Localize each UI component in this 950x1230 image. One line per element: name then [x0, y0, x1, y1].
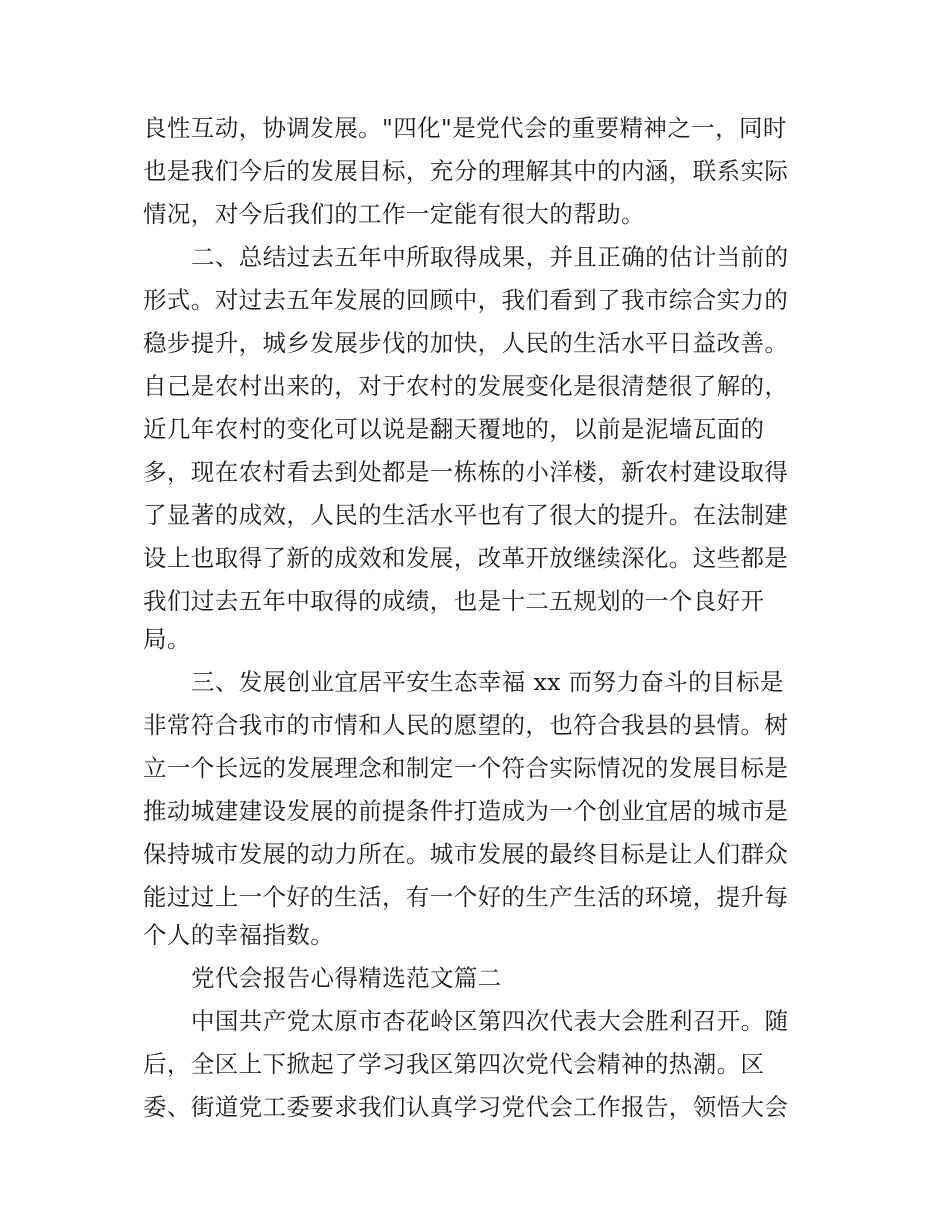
text-line: 委、街道党工委要求我们认真学习党代会工作报告，领悟大会: [143, 1093, 789, 1121]
text-line: 近几年农村的变化可以说是翻天覆地的，以前是泥墙瓦面的: [143, 415, 765, 443]
paragraph-start-line: 中国共产党太原市杏花岭区第四次代表大会胜利召开。随: [191, 1007, 789, 1035]
text-line: 自己是农村出来的，对于农村的发展变化是很清楚很了解的，: [143, 372, 789, 400]
text-line: 了显著的成效，人民的生活水平也有了很大的提升。在法制建: [143, 501, 789, 529]
text-line: 能过过上一个好的生活，有一个好的生产生活的环境，提升每: [143, 883, 789, 911]
text-line: 推动城建建设发展的前提条件打造成为一个创业宜居的城市是: [143, 797, 789, 825]
text-line: 设上也取得了新的成效和发展，改革开放继续深化。这些都是: [143, 544, 789, 572]
section-heading: 党代会报告心得精选范文篇二: [191, 964, 502, 992]
text-line: 多，现在农村看去到处都是一栋栋的小洋楼，新农村建设取得: [143, 458, 789, 486]
text-line: 我们过去五年中取得的成绩，也是十二五规划的一个良好开: [143, 587, 765, 615]
paragraph-start-line: 三、发展创业宜居平安生态幸福 xx 而努力奋斗的目标是: [191, 668, 784, 696]
text-line: 个人的幸福指数。: [143, 921, 335, 949]
text-line: 情况，对今后我们的工作一定能有很大的帮助。: [143, 200, 645, 228]
text-line: 非常符合我市的市情和人民的愿望的，也符合我县的县情。树: [143, 711, 789, 739]
text-line: 保持城市发展的动力所在。城市发展的最终目标是让人们群众: [143, 840, 789, 868]
text-line: 后，全区上下掀起了学习我区第四次党代会精神的热潮。区: [143, 1050, 765, 1078]
text-line: 良性互动，协调发展。"四化"是党代会的重要精神之一，同时: [143, 114, 787, 142]
text-line: 局。: [143, 625, 191, 653]
paragraph-start-line: 二、总结过去五年中所取得成果，并且正确的估计当前的: [191, 243, 789, 271]
text-line: 形式。对过去五年发展的回顾中，我们看到了我市综合实力的: [143, 286, 789, 314]
text-line: 也是我们今后的发展目标，充分的理解其中的内涵，联系实际: [143, 157, 789, 185]
text-line: 稳步提升，城乡发展步伐的加快，人民的生活水平日益改善。: [143, 329, 789, 357]
text-line: 立一个长远的发展理念和制定一个符合实际情况的发展目标是: [143, 754, 789, 782]
